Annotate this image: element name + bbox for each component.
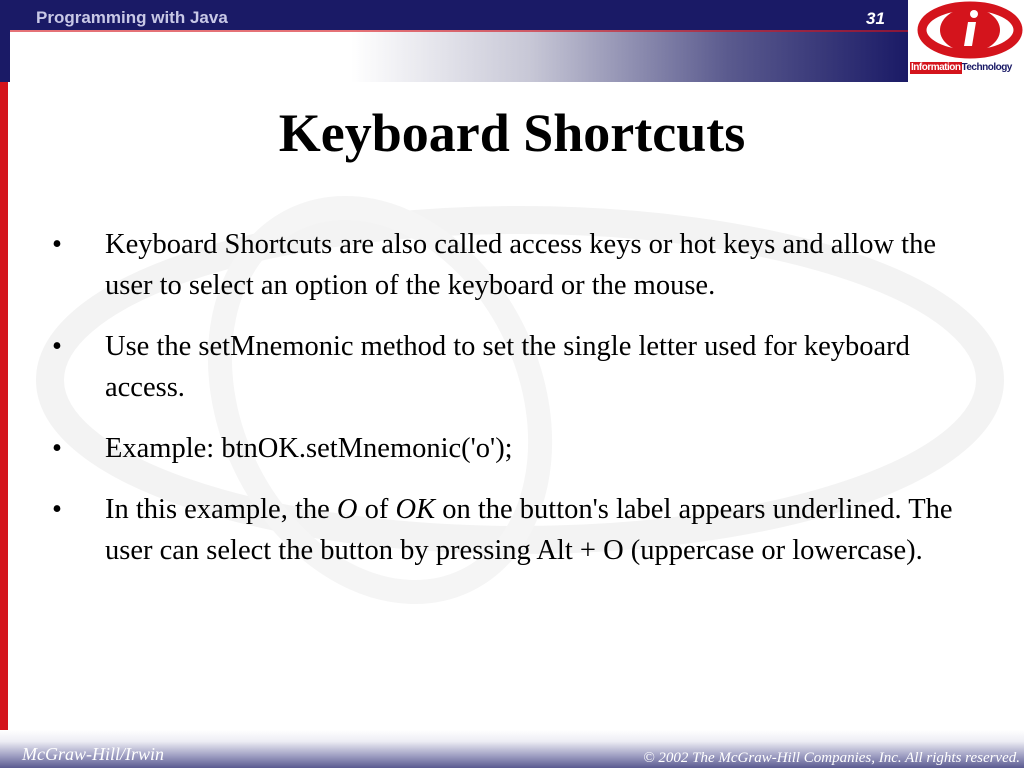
bullet-list: [52, 224, 982, 591]
bullet-text-part: In this example, the: [105, 494, 337, 525]
bullet-text-part: on the button's label appears underlined. The user can select the button by pressing Alt + O (uppercase or lowercase).: [105, 494, 953, 566]
bullet-dot: •: [52, 494, 62, 525]
header-divider-line: [10, 30, 908, 32]
list-item: [52, 489, 982, 571]
logo-caption-information: Information: [911, 62, 961, 73]
footer-copyright: © 2002 The McGraw-Hill Companies, Inc. All rights reserved.: [643, 750, 1020, 766]
bullet-text-italic: O: [336, 494, 358, 525]
slide-title: Keyboard Shortcuts: [278, 103, 746, 163]
bullet-text: Use the setMnemonic method to set the single letter used for keyboard access.: [105, 331, 910, 403]
bullet-dot: •: [52, 433, 62, 464]
bullet-text-part: of: [357, 494, 396, 525]
list-item: [52, 428, 982, 469]
bullet-text-italic: OK: [395, 494, 436, 525]
list-item: [52, 224, 982, 306]
bullet-dot: •: [52, 229, 62, 260]
bullet-text: Keyboard Shortcuts are also called access keys or hot keys and allow the user to select an option of the keyboard or the mouse.: [105, 229, 936, 301]
list-item: [52, 326, 982, 408]
slide-number: 31: [866, 9, 885, 28]
bullet-dot: •: [52, 331, 62, 362]
logo-caption: [910, 62, 1024, 78]
footer-publisher: McGraw-Hill/Irwin: [22, 744, 164, 764]
header-gradient-band: [10, 30, 908, 82]
logo-caption-technology: Technology: [961, 62, 1012, 73]
bullet-text: Example: btnOK.setMnemonic('o');: [105, 433, 513, 464]
left-stripe-navy: [0, 0, 10, 82]
info-tech-logo-icon: [908, 0, 1024, 62]
course-title: Programming with Java: [36, 8, 228, 27]
